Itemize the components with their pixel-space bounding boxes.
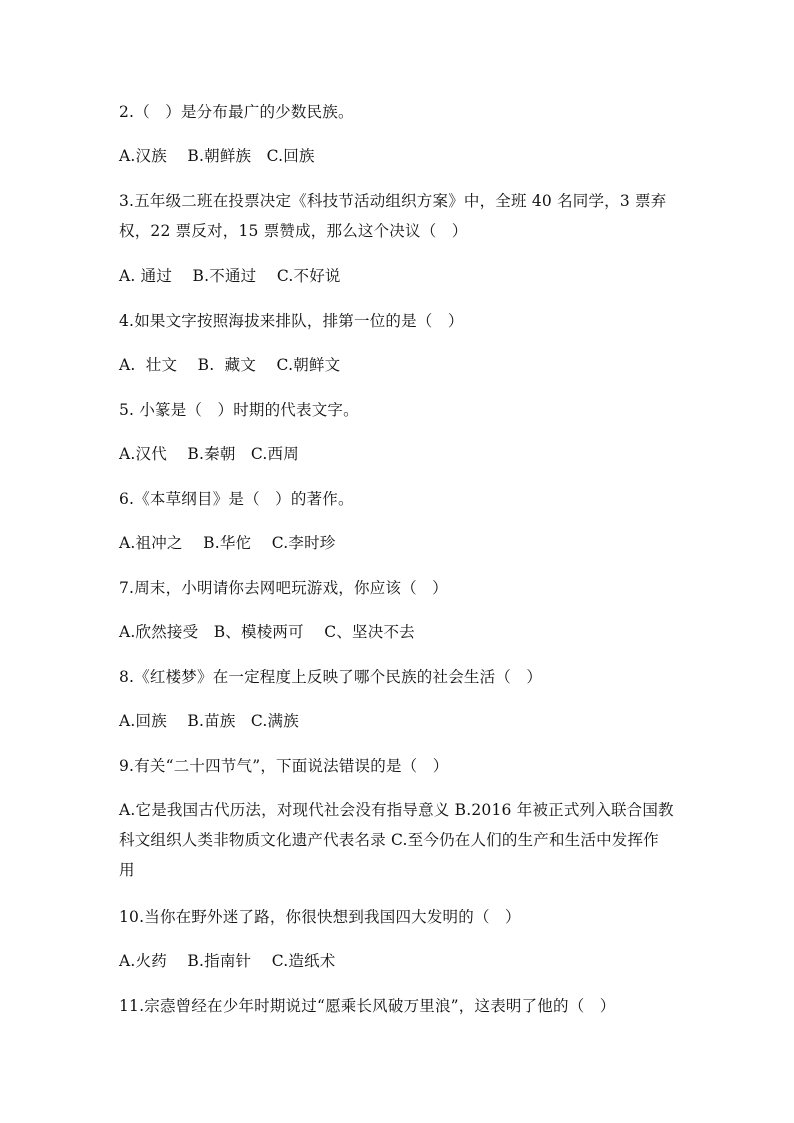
question-11-stem: 11.宗悫曾经在少年时期说过“愿乘长风破万里浪”，这表明了他的（ ）	[119, 997, 616, 1015]
question-3-stem	[119, 186, 689, 246]
question-3-stem-line-1: 3.五年级二班在投票决定《科技节活动组织方案》中，全班 40 名同学，3 票弃	[119, 192, 667, 210]
question-2-stem: 2.（ ）是分布最广的少数民族。	[119, 103, 354, 121]
question-8-options: A.回族 B.苗族 C.满族	[119, 712, 299, 730]
question-9-stem: 9.有关“二十四节气”，下面说法错误的是（ ）	[119, 757, 449, 775]
question-5-options: A.汉代 B.秦朝 C.西周	[119, 445, 299, 463]
question-6-stem: 6.《本草纲目》是（ ）的著作。	[119, 490, 354, 508]
question-3-options: A. 通过 B.不通过 C.不好说	[119, 267, 341, 285]
question-9-options-line-3: 用	[119, 861, 135, 879]
question-9-options	[119, 795, 689, 885]
question-6-options: A.祖冲之 B.华佗 C.李时珍	[119, 534, 336, 552]
question-5-stem: 5. 小篆是（ ）时期的代表文字。	[119, 401, 359, 419]
question-7-options: A.欣然接受 B、模棱两可 C、坚决不去	[119, 623, 415, 641]
question-7-stem: 7.周末，小明请你去网吧玩游戏，你应该（ ）	[119, 579, 448, 597]
question-9-options-line-2: 科文组织人类非物质文化遗产代表名录 C.至今仍在人们的生产和生活中发挥作	[119, 831, 659, 849]
question-9-options-line-1: A.它是我国古代历法，对现代社会没有指导意义 B.2016 年被正式列入联合国教	[119, 801, 674, 819]
question-4-stem: 4.如果文字按照海拔来排队，排第一位的是（ ）	[119, 312, 464, 330]
question-3-stem-line-2: 权，22 票反对，15 票赞成，那么这个决议（ ）	[119, 222, 468, 240]
question-4-options: A. 壮文 B. 藏文 C.朝鲜文	[119, 356, 341, 374]
question-10-options: A.火药 B.指南针 C.造纸术	[119, 952, 336, 970]
question-8-stem: 8.《红楼梦》在一定程度上反映了哪个民族的社会生活（ ）	[119, 668, 543, 686]
question-2-options: A.汉族 B.朝鲜族 C.回族	[119, 147, 315, 165]
question-10-stem: 10.当你在野外迷了路，你很快想到我国四大发明的（ ）	[119, 908, 521, 926]
